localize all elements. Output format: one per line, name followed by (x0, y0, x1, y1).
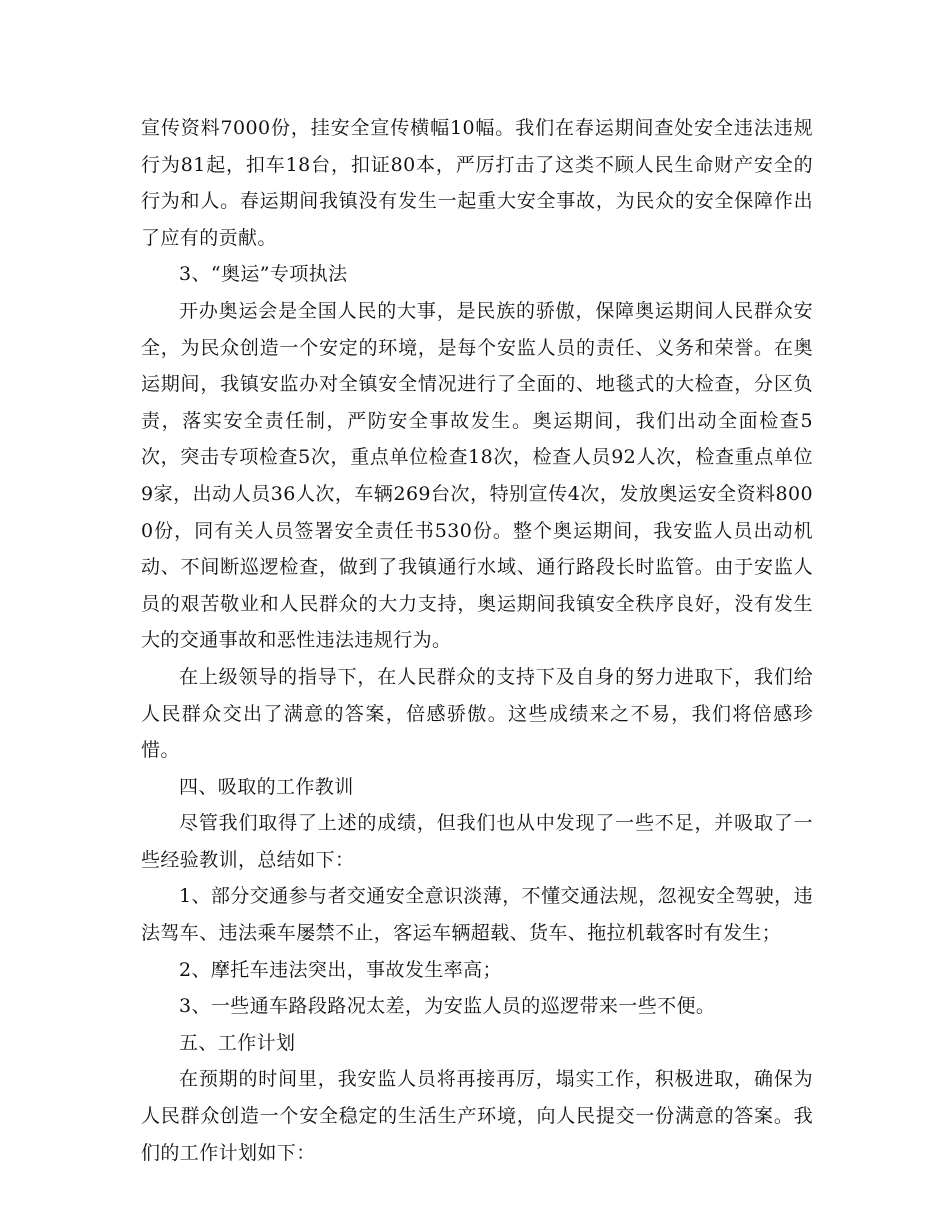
heading-olympic-enforcement: 3、“奥运”专项执法 (179, 263, 348, 286)
document-page (141, 110, 813, 1171)
lesson-item-1: 1、部分交通参与者交通安全意识淡薄，不懂交通法规，忽视安全驾驶，违法驾车、违法乘车屡禁不止，客运车辆超载、货车、拖拉机载客时有发生； (141, 885, 813, 945)
lesson-item-3: 3、一些通车路段路况太差，为安监人员的巡逻带来一些不便。 (179, 995, 716, 1018)
paragraph-propaganda-results: 宣传资料7000份，挂安全宣传横幅10幅。我们在春运期间查处安全违法违规行为81起，扣车18台，扣证80本，严厉打击了这类不顾人民生命财产安全的行为和人。春运期间我镇没有发生一起重大安全事故，为民众的安全保障作出了应有的贡献。 (141, 117, 813, 249)
paragraph-work-plan: 在预期的时间里，我安监人员将再接再厉，塌实工作，积极进取，确保为人民群众创造一个安全稳定的生活生产环境，向人民提交一份满意的答案。我们的工作计划如下： (141, 1068, 813, 1164)
paragraph-achievements-summary: 在上级领导的指导下，在人民群众的支持下及自身的努力进取下，我们给人民群众交出了满意的答案，倍感骄傲。这些成绩来之不易，我们将倍感珍惜。 (141, 665, 813, 762)
heading-work-plan: 五、工作计划 (179, 1031, 296, 1054)
lesson-item-2: 2、摩托车违法突出，事故发生率高； (179, 958, 502, 981)
paragraph-lessons-intro: 尽管我们取得了上述的成绩，但我们也从中发现了一些不足，并吸取了一些经验教训，总结如下： (141, 812, 813, 871)
paragraph-olympic-enforcement: 开办奥运会是全国人民的大事，是民族的骄傲，保障奥运期间人民群众安全，为民众创造一个安定的环境，是每个安监人员的责任、义务和荣誉。在奥运期间，我镇安监办对全镇安全情况进行了全面的、地毯式的大检查，分区负责，落实安全责任制，严防安全事故发生。奥运期间，我们出动全面检查5次，突击专项检查5次，重点单位检查18次，检查人员92人次，检查重点单位9家，出动人员36人次，车辆269台次，特别宣传4次，发放奥运安全资料8000份，同有关人员签署安全责任书530份。整个奥运期间，我安监人员出动机动、不间断巡逻检查，做到了我镇通行水域、通行路段长时监管。由于安监人员的艰苦敬业和人民群众的大力支持，奥运期间我镇安全秩序良好，没有发生大的交通事故和恶性违法违规行为。 (141, 299, 813, 652)
heading-lessons-learned: 四、吸取的工作教训 (179, 775, 354, 798)
